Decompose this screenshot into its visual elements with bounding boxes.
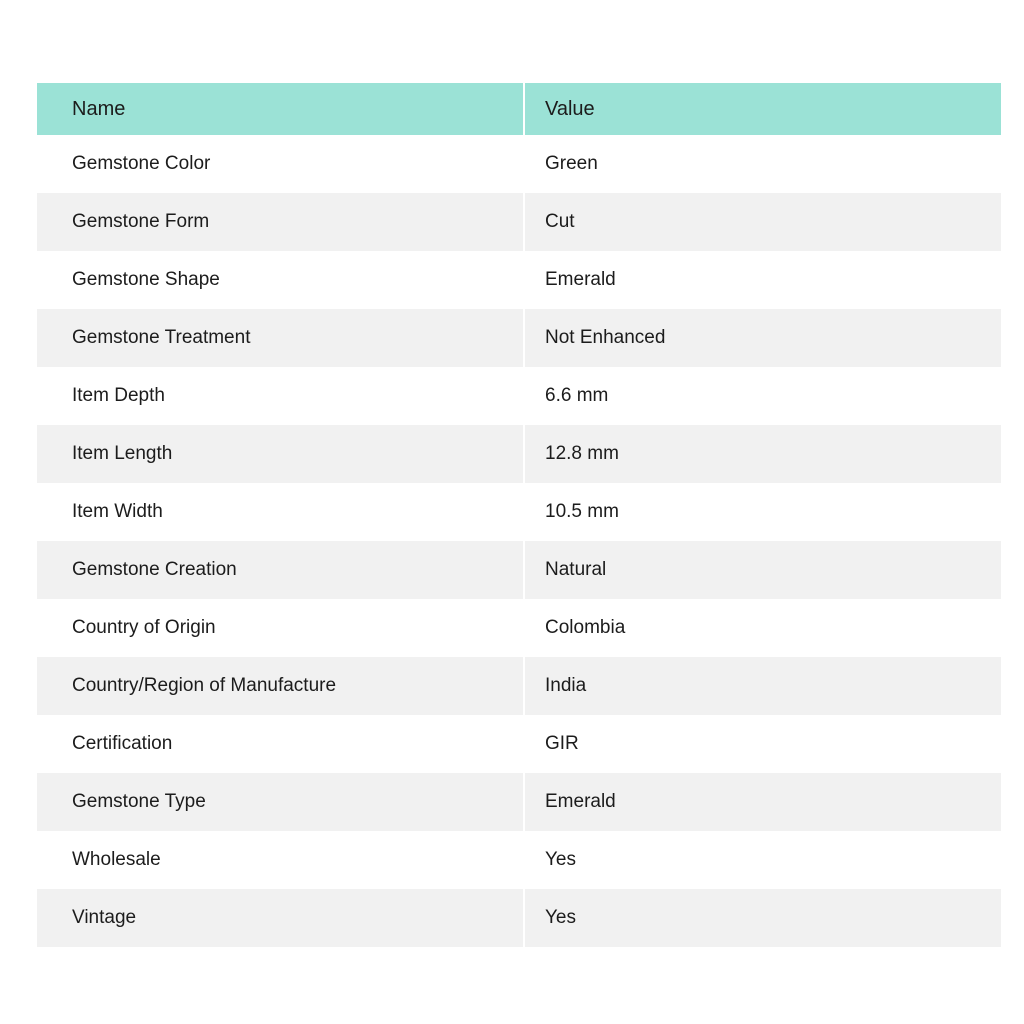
attribute-name-cell: Item Depth <box>37 367 524 425</box>
table-row <box>37 309 1001 367</box>
attribute-value-cell: India <box>524 657 1001 715</box>
attribute-value-cell: 10.5 mm <box>524 483 1001 541</box>
table-row <box>37 773 1001 831</box>
attribute-value-cell: Colombia <box>524 599 1001 657</box>
attribute-name-cell: Gemstone Form <box>37 193 524 251</box>
table-row <box>37 483 1001 541</box>
attribute-value-cell: Cut <box>524 193 1001 251</box>
attribute-value-cell: Yes <box>524 889 1001 947</box>
attribute-name-cell: Certification <box>37 715 524 773</box>
table-row <box>37 889 1001 947</box>
attribute-value-cell: Not Enhanced <box>524 309 1001 367</box>
attribute-name-cell: Wholesale <box>37 831 524 889</box>
attribute-value-cell: Natural <box>524 541 1001 599</box>
table-row <box>37 425 1001 483</box>
attribute-name-cell: Item Width <box>37 483 524 541</box>
item-specifics-table <box>37 83 1001 947</box>
column-header-name: Name <box>37 83 524 135</box>
attribute-value-cell: Emerald <box>524 773 1001 831</box>
attribute-name-cell: Item Length <box>37 425 524 483</box>
attribute-value-cell: 6.6 mm <box>524 367 1001 425</box>
attribute-name-cell: Gemstone Shape <box>37 251 524 309</box>
attribute-name-cell: Gemstone Color <box>37 135 524 193</box>
attribute-name-cell: Gemstone Type <box>37 773 524 831</box>
column-header-value: Value <box>524 83 1001 135</box>
attribute-value-cell: Emerald <box>524 251 1001 309</box>
table-row <box>37 251 1001 309</box>
attribute-name-cell: Gemstone Treatment <box>37 309 524 367</box>
attribute-name-cell: Country of Origin <box>37 599 524 657</box>
table-row <box>37 599 1001 657</box>
attribute-value-cell: GIR <box>524 715 1001 773</box>
table-row <box>37 715 1001 773</box>
table-row <box>37 193 1001 251</box>
table-header <box>37 83 1001 135</box>
attribute-name-cell: Country/Region of Manufacture <box>37 657 524 715</box>
table-body <box>37 135 1001 947</box>
attribute-value-cell: Green <box>524 135 1001 193</box>
table-row <box>37 135 1001 193</box>
attribute-value-cell: 12.8 mm <box>524 425 1001 483</box>
table-row <box>37 541 1001 599</box>
attribute-name-cell: Gemstone Creation <box>37 541 524 599</box>
attribute-name-cell: Vintage <box>37 889 524 947</box>
attribute-value-cell: Yes <box>524 831 1001 889</box>
table-row <box>37 657 1001 715</box>
table-row <box>37 367 1001 425</box>
table-row <box>37 831 1001 889</box>
header-row <box>37 83 1001 135</box>
